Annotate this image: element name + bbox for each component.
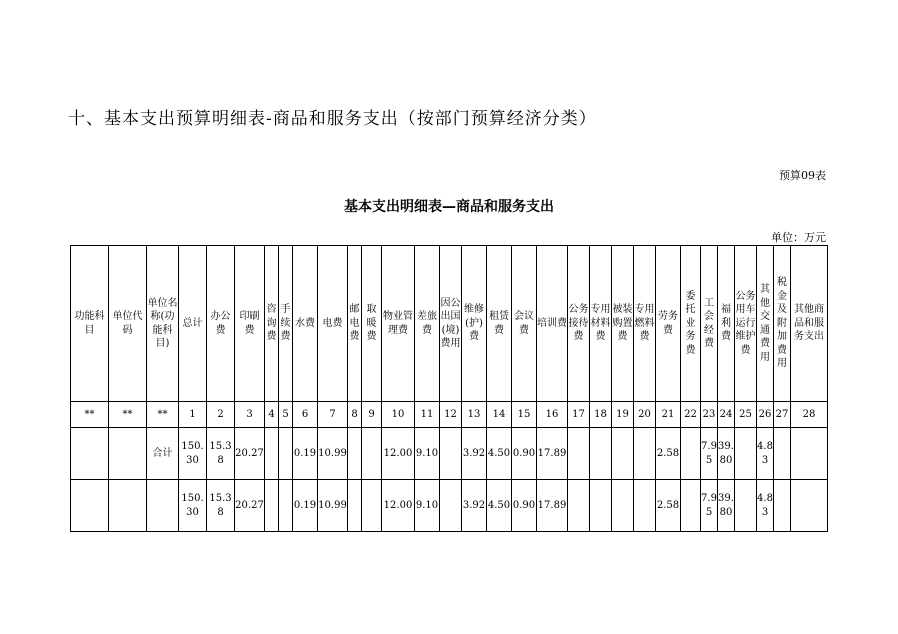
table-cell xyxy=(71,428,109,480)
index-cell: 14 xyxy=(487,402,512,428)
table-cell xyxy=(440,480,462,532)
col-header: 其他交通费用 xyxy=(757,246,774,402)
table-cell xyxy=(71,480,109,532)
col-header: 差旅费 xyxy=(415,246,440,402)
col-header: 福利费 xyxy=(718,246,735,402)
table-title: 基本支出明细表—商品和服务支出 xyxy=(344,199,554,215)
col-header: 印刷费 xyxy=(235,246,265,402)
table-cell: 4.50 xyxy=(487,428,512,480)
table-cell xyxy=(109,480,147,532)
col-header: 会议费 xyxy=(512,246,537,402)
index-cell: 6 xyxy=(293,402,318,428)
index-cell: 8 xyxy=(348,402,362,428)
table-cell: 2.58 xyxy=(656,480,681,532)
col-header: 总计 xyxy=(179,246,207,402)
table-cell xyxy=(568,428,590,480)
index-cell: ** xyxy=(147,402,179,428)
index-cell: 1 xyxy=(179,402,207,428)
table-cell xyxy=(735,428,757,480)
index-cell: 16 xyxy=(537,402,568,428)
table-cell: 4.83 xyxy=(757,480,774,532)
table-cell: 7.95 xyxy=(701,480,718,532)
col-header: 工会经费 xyxy=(701,246,718,402)
table-cell: 39.80 xyxy=(718,428,735,480)
table-cell: 150.30 xyxy=(179,480,207,532)
index-cell: 28 xyxy=(791,402,828,428)
index-cell: 18 xyxy=(590,402,612,428)
unit-label: 单位：万元 xyxy=(771,231,826,244)
table-cell: 17.89 xyxy=(537,428,568,480)
table-cell xyxy=(590,428,612,480)
index-cell: 9 xyxy=(362,402,382,428)
table-cell: 15.38 xyxy=(207,428,235,480)
table-cell: 9.10 xyxy=(415,480,440,532)
col-header: 委托业务费 xyxy=(681,246,701,402)
table-cell xyxy=(590,480,612,532)
col-header: 水费 xyxy=(293,246,318,402)
index-cell: 11 xyxy=(415,402,440,428)
index-cell: 2 xyxy=(207,402,235,428)
col-header: 办公费 xyxy=(207,246,235,402)
table-cell xyxy=(279,480,293,532)
table-cell: 12.00 xyxy=(382,480,415,532)
table-cell xyxy=(362,428,382,480)
table-cell: 3.92 xyxy=(462,428,487,480)
col-header: 税金及附加费用 xyxy=(774,246,791,402)
table-cell xyxy=(265,428,279,480)
table-row xyxy=(71,428,828,480)
index-cell: 10 xyxy=(382,402,415,428)
table-cell xyxy=(362,480,382,532)
index-cell: 12 xyxy=(440,402,462,428)
table-cell xyxy=(612,480,634,532)
table-cell: 12.00 xyxy=(382,428,415,480)
col-header: 专用材料费 xyxy=(590,246,612,402)
col-header: 租赁费 xyxy=(487,246,512,402)
table-cell: 20.27 xyxy=(235,428,265,480)
table-cell xyxy=(681,480,701,532)
table-cell xyxy=(440,428,462,480)
index-cell: 7 xyxy=(318,402,348,428)
section-heading: 十、基本支出预算明细表-商品和服务支出（按部门预算经济分类） xyxy=(68,109,597,129)
table-cell: 10.99 xyxy=(318,428,348,480)
index-cell: 4 xyxy=(265,402,279,428)
col-header: 邮电费 xyxy=(348,246,362,402)
table-cell: 0.19 xyxy=(293,428,318,480)
table-cell: 4.83 xyxy=(757,428,774,480)
index-cell: 21 xyxy=(656,402,681,428)
index-cell: 17 xyxy=(568,402,590,428)
table-cell: 0.90 xyxy=(512,480,537,532)
col-header: 培训费 xyxy=(537,246,568,402)
table-cell: 10.99 xyxy=(318,480,348,532)
table-cell xyxy=(109,428,147,480)
index-cell: 23 xyxy=(701,402,718,428)
index-cell: ** xyxy=(71,402,109,428)
index-cell: 25 xyxy=(735,402,757,428)
col-header: 维修(护)费 xyxy=(462,246,487,402)
index-cell: 19 xyxy=(612,402,634,428)
table-cell: 7.95 xyxy=(701,428,718,480)
table-cell xyxy=(791,428,828,480)
table-cell xyxy=(774,428,791,480)
col-header: 物业管理费 xyxy=(382,246,415,402)
index-cell: 15 xyxy=(512,402,537,428)
index-cell: 5 xyxy=(279,402,293,428)
table-code: 预算09表 xyxy=(779,169,826,182)
table-cell: 20.27 xyxy=(235,480,265,532)
table-cell xyxy=(147,480,179,532)
table-cell xyxy=(681,428,701,480)
index-cell: 27 xyxy=(774,402,791,428)
col-header: 其他商品和服务支出 xyxy=(791,246,828,402)
table-cell xyxy=(791,480,828,532)
index-cell: ** xyxy=(109,402,147,428)
table-cell xyxy=(735,480,757,532)
col-header: 手续费 xyxy=(279,246,293,402)
budget-table xyxy=(70,245,828,532)
col-header: 因公出国(境)费用 xyxy=(440,246,462,402)
table-cell xyxy=(279,428,293,480)
col-header: 劳务费 xyxy=(656,246,681,402)
col-header: 咨询费 xyxy=(265,246,279,402)
table-row xyxy=(71,480,828,532)
table-cell: 9.10 xyxy=(415,428,440,480)
table-cell xyxy=(634,480,656,532)
index-cell: 24 xyxy=(718,402,735,428)
table-cell: 2.58 xyxy=(656,428,681,480)
header-row xyxy=(71,246,828,402)
table-cell: 39.80 xyxy=(718,480,735,532)
col-header: 公务用车运行维护费 xyxy=(735,246,757,402)
col-header: 功能科目 xyxy=(71,246,109,402)
table-cell: 4.50 xyxy=(487,480,512,532)
table-cell xyxy=(348,480,362,532)
table-cell xyxy=(612,428,634,480)
table-cell: 0.90 xyxy=(512,428,537,480)
index-cell: 3 xyxy=(235,402,265,428)
table-cell: 0.19 xyxy=(293,480,318,532)
col-header: 单位名称(功能科目) xyxy=(147,246,179,402)
table-cell: 15.38 xyxy=(207,480,235,532)
index-row xyxy=(71,402,828,428)
col-header: 专用燃料费 xyxy=(634,246,656,402)
table-cell: 合计 xyxy=(147,428,179,480)
col-header: 单位代码 xyxy=(109,246,147,402)
table-cell xyxy=(265,480,279,532)
index-cell: 26 xyxy=(757,402,774,428)
table-cell xyxy=(348,428,362,480)
index-cell: 22 xyxy=(681,402,701,428)
table-cell xyxy=(634,428,656,480)
table-cell: 17.89 xyxy=(537,480,568,532)
col-header: 电费 xyxy=(318,246,348,402)
index-cell: 13 xyxy=(462,402,487,428)
col-header: 取暖费 xyxy=(362,246,382,402)
index-cell: 20 xyxy=(634,402,656,428)
col-header: 被装购置费 xyxy=(612,246,634,402)
col-header: 公务接待费 xyxy=(568,246,590,402)
table-cell: 3.92 xyxy=(462,480,487,532)
table-cell xyxy=(774,480,791,532)
table-cell: 150.30 xyxy=(179,428,207,480)
table-cell xyxy=(568,480,590,532)
